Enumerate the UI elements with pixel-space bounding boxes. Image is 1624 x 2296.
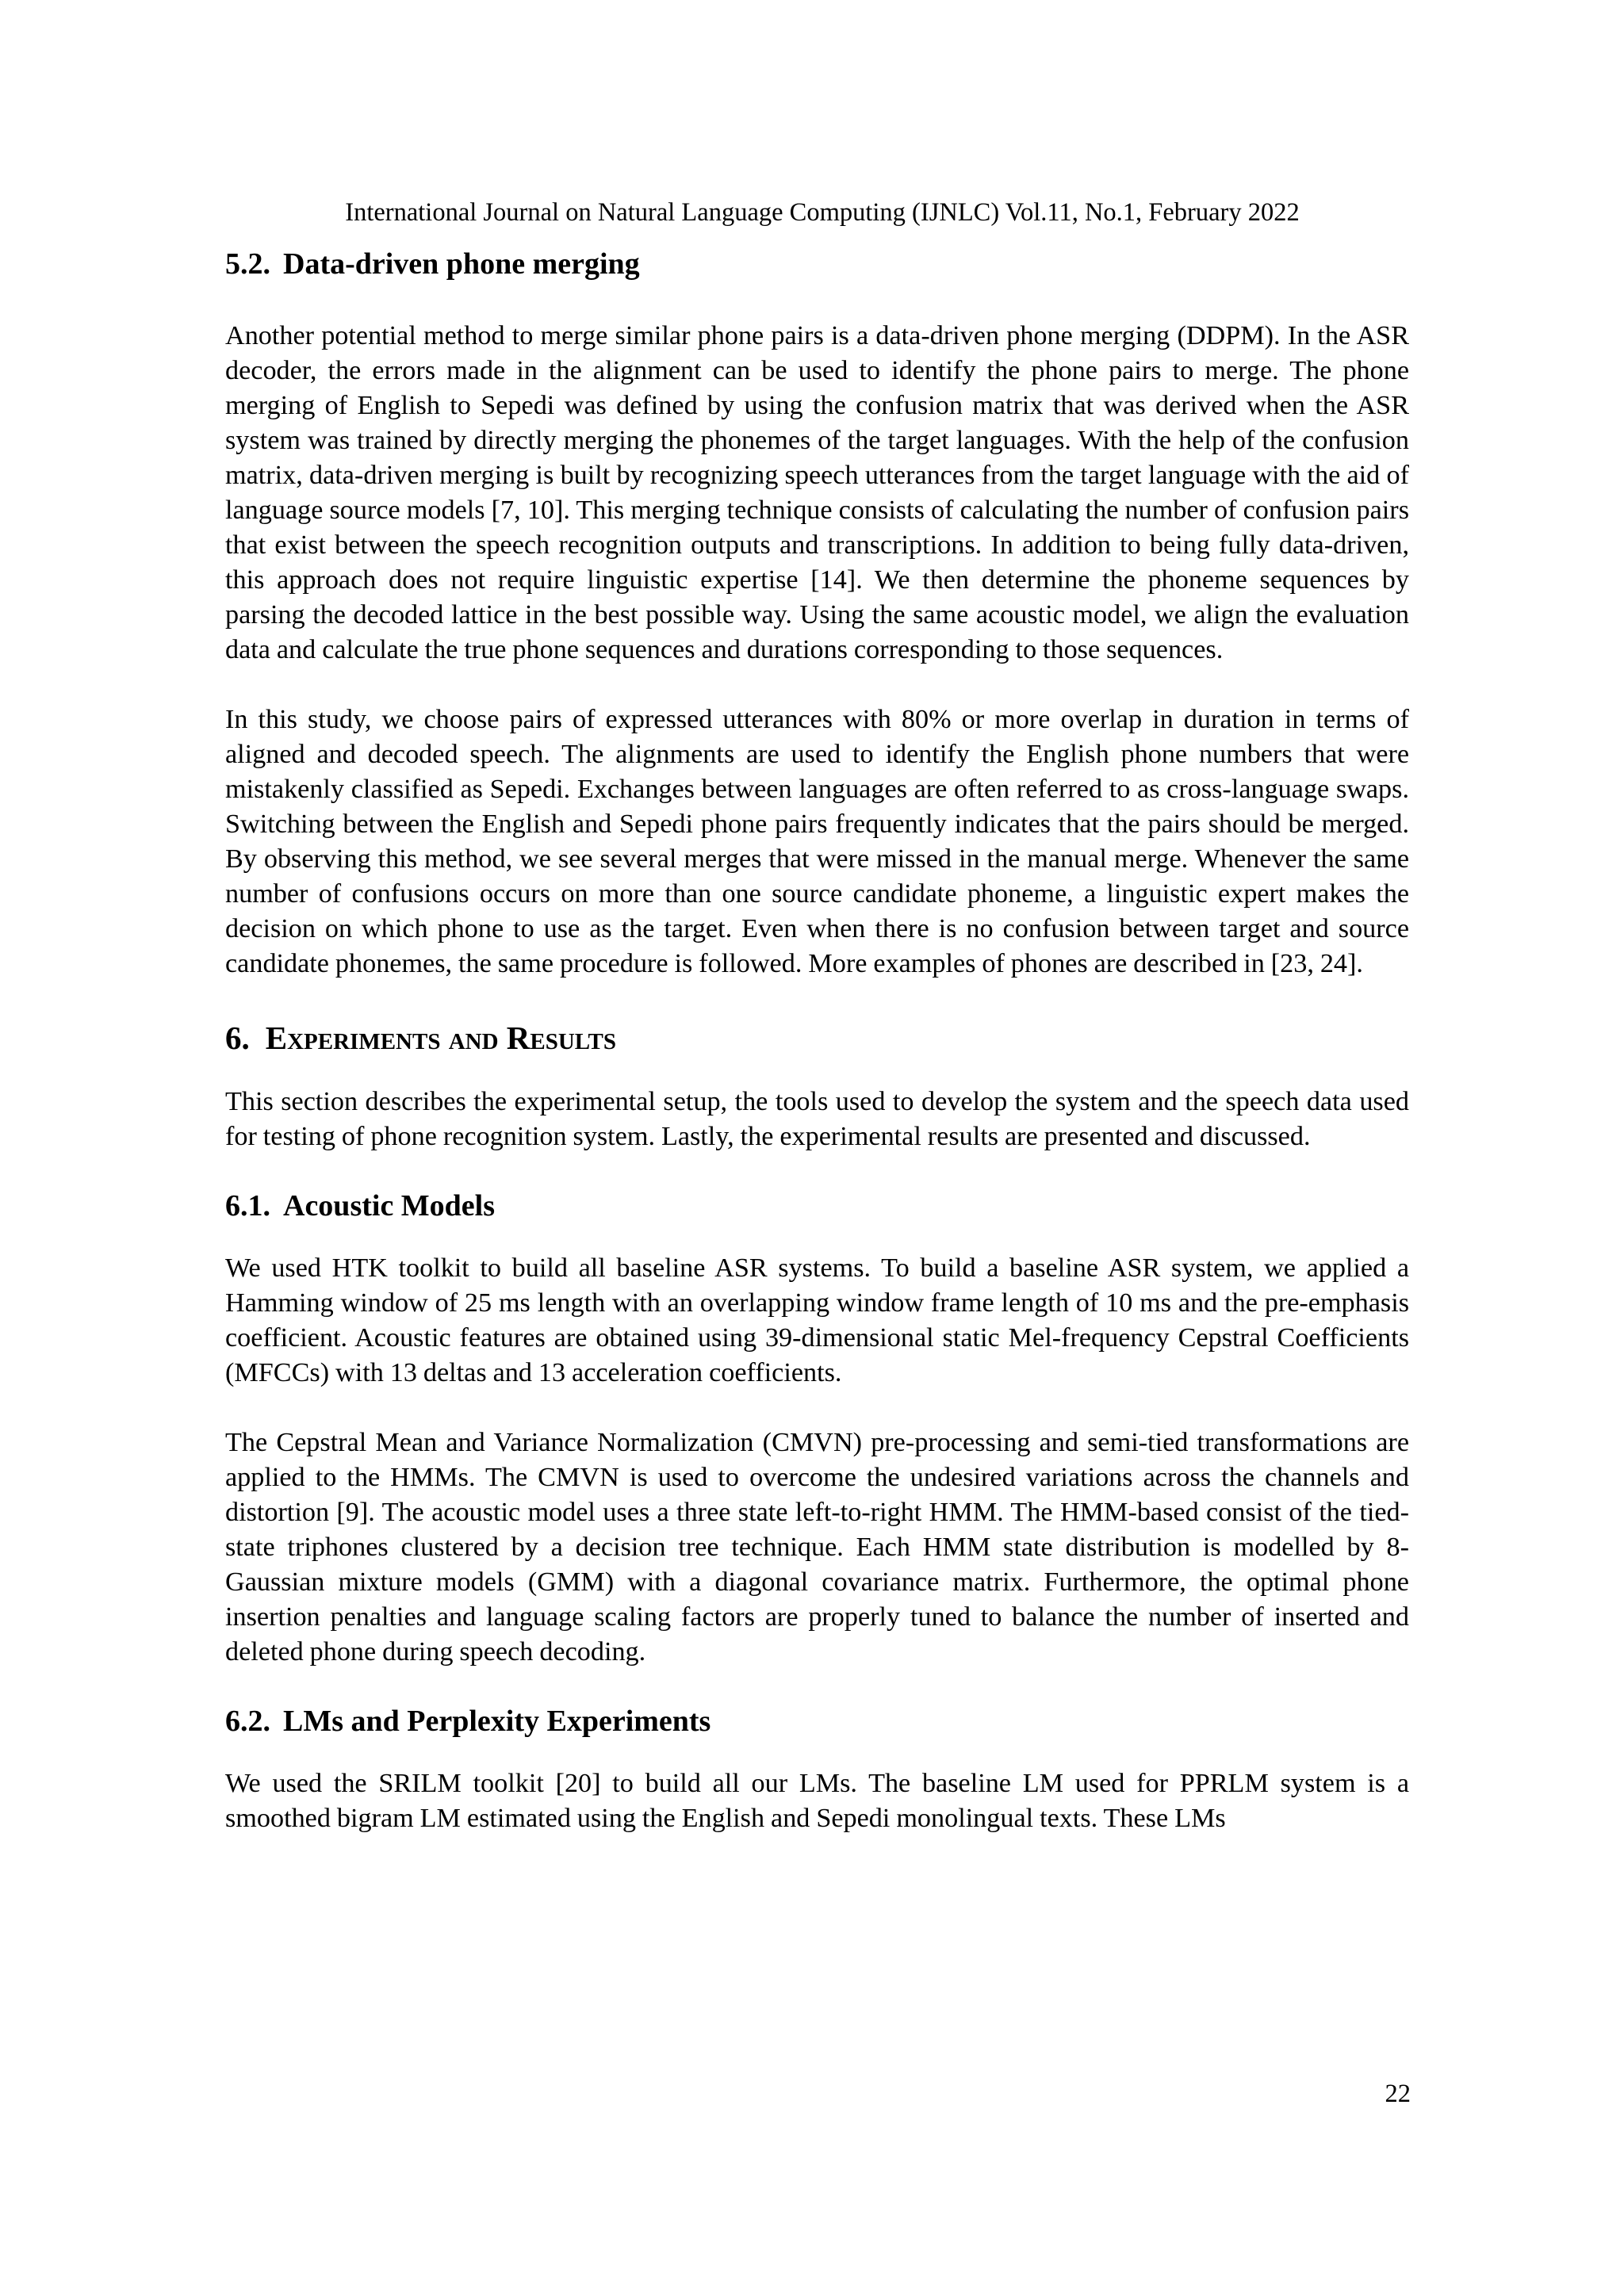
page-body xyxy=(225,243,1409,1836)
section-number: 6. xyxy=(225,1020,250,1056)
section-heading-6-1 xyxy=(225,1184,1409,1227)
section-number: 6.1. xyxy=(225,1189,270,1223)
paragraph-6-1-1: We used HTK toolkit to build all baseline ASR systems. To build a baseline ASR system, we applied a Hamming window of 25 ms length with an overlapping window frame length of 10 ms and the pre-emphasis coefficient. Acoustic features are obtained using 39-dimensional static Mel-frequency Cepstral Coefficients (MFCCs) with 13 deltas and 13 acceleration coefficients. xyxy=(225,1253,1409,1387)
section-heading-6 xyxy=(225,1015,1409,1061)
paragraph-5-2-1: Another potential method to merge similar phone pairs is a data-driven phone merging (DDPM). In the ASR decoder, the errors made in the alignment can be used to identify the phone pairs to merge. The phone merging of English to Sepedi was defined by using the confusion matrix that was derived when the ASR system was trained by directly merging the phonemes of the target languages. With the help of the confusion matrix, data-driven merging is built by recognizing speech utterances from the target language with the aid of language source models [7, 10]. This merging technique consists of calculating the number of confusion pairs that exist between the speech recognition outputs and transcriptions. In addition to being fully data-driven, this approach does not require linguistic expertise [14]. We then determine the phoneme sequences by parsing the decoded lattice in the best possible way. Using the same acoustic model, we align the evaluation data and calculate the true phone sequences and durations corresponding to those sequences. xyxy=(225,321,1409,664)
section-title: Experiments and Results xyxy=(265,1020,616,1056)
section-heading-6-2 xyxy=(225,1700,1409,1743)
running-header: International Journal on Natural Language Computing (IJNLC) Vol.11, No.1, February 2022 xyxy=(345,198,1300,227)
paragraph-5-2-2: In this study, we choose pairs of expressed utterances with 80% or more overlap in duration in terms of aligned and decoded speech. The alignments are used to identify the English phone numbers that were mistakenly classified as Sepedi. Exchanges between languages are often referred to as cross-language swaps. Switching between the English and Sepedi phone pairs frequently indicates that the pairs should be merged. By observing this method, we see several merges that were missed in the manual merge. Whenever the same number of confusions occurs on more than one source candidate phoneme, a linguistic expert makes the decision on which phone to use as the target. Even when there is no confusion between target and source candidate phonemes, the same procedure is followed. More examples of phones are described in [23, 24]. xyxy=(225,705,1409,978)
paragraph-6-1-2: The Cepstral Mean and Variance Normalization (CMVN) pre-processing and semi-tied transformations are applied to the HMMs. The CMVN is used to overcome the undesired variations across the channels and distortion [9]. The acoustic model uses a three state left-to-right HMM. The HMM-based consist of the tied-state triphones clustered by a decision tree technique. Each HMM state distribution is modelled by 8-Gaussian mixture models (GMM) with a diagonal covariance matrix. Furthermore, the optimal phone insertion penalties and language scaling factors are properly tuned to balance the number of inserted and deleted phone during speech decoding. xyxy=(225,1428,1409,1667)
page-number: 22 xyxy=(1385,2080,1411,2108)
section-number: 5.2. xyxy=(225,247,270,281)
section-heading-5-2 xyxy=(225,243,1409,285)
paragraph-6-1: This section describes the experimental setup, the tools used to develop the system and the speech data used for testing of phone recognition system. Lastly, the experimental results are presented and discussed. xyxy=(225,1087,1409,1151)
section-number: 6.2. xyxy=(225,1705,270,1738)
paragraph-6-2-1: We used the SRILM toolkit [20] to build all our LMs. The baseline LM used for PPRLM system is a smoothed bigram LM estimated using the English and Sepedi monolingual texts. These LMs xyxy=(225,1769,1409,1833)
section-title: Acoustic Models xyxy=(283,1189,496,1223)
section-title: LMs and Perplexity Experiments xyxy=(283,1705,711,1738)
section-title: Data-driven phone merging xyxy=(283,247,640,281)
